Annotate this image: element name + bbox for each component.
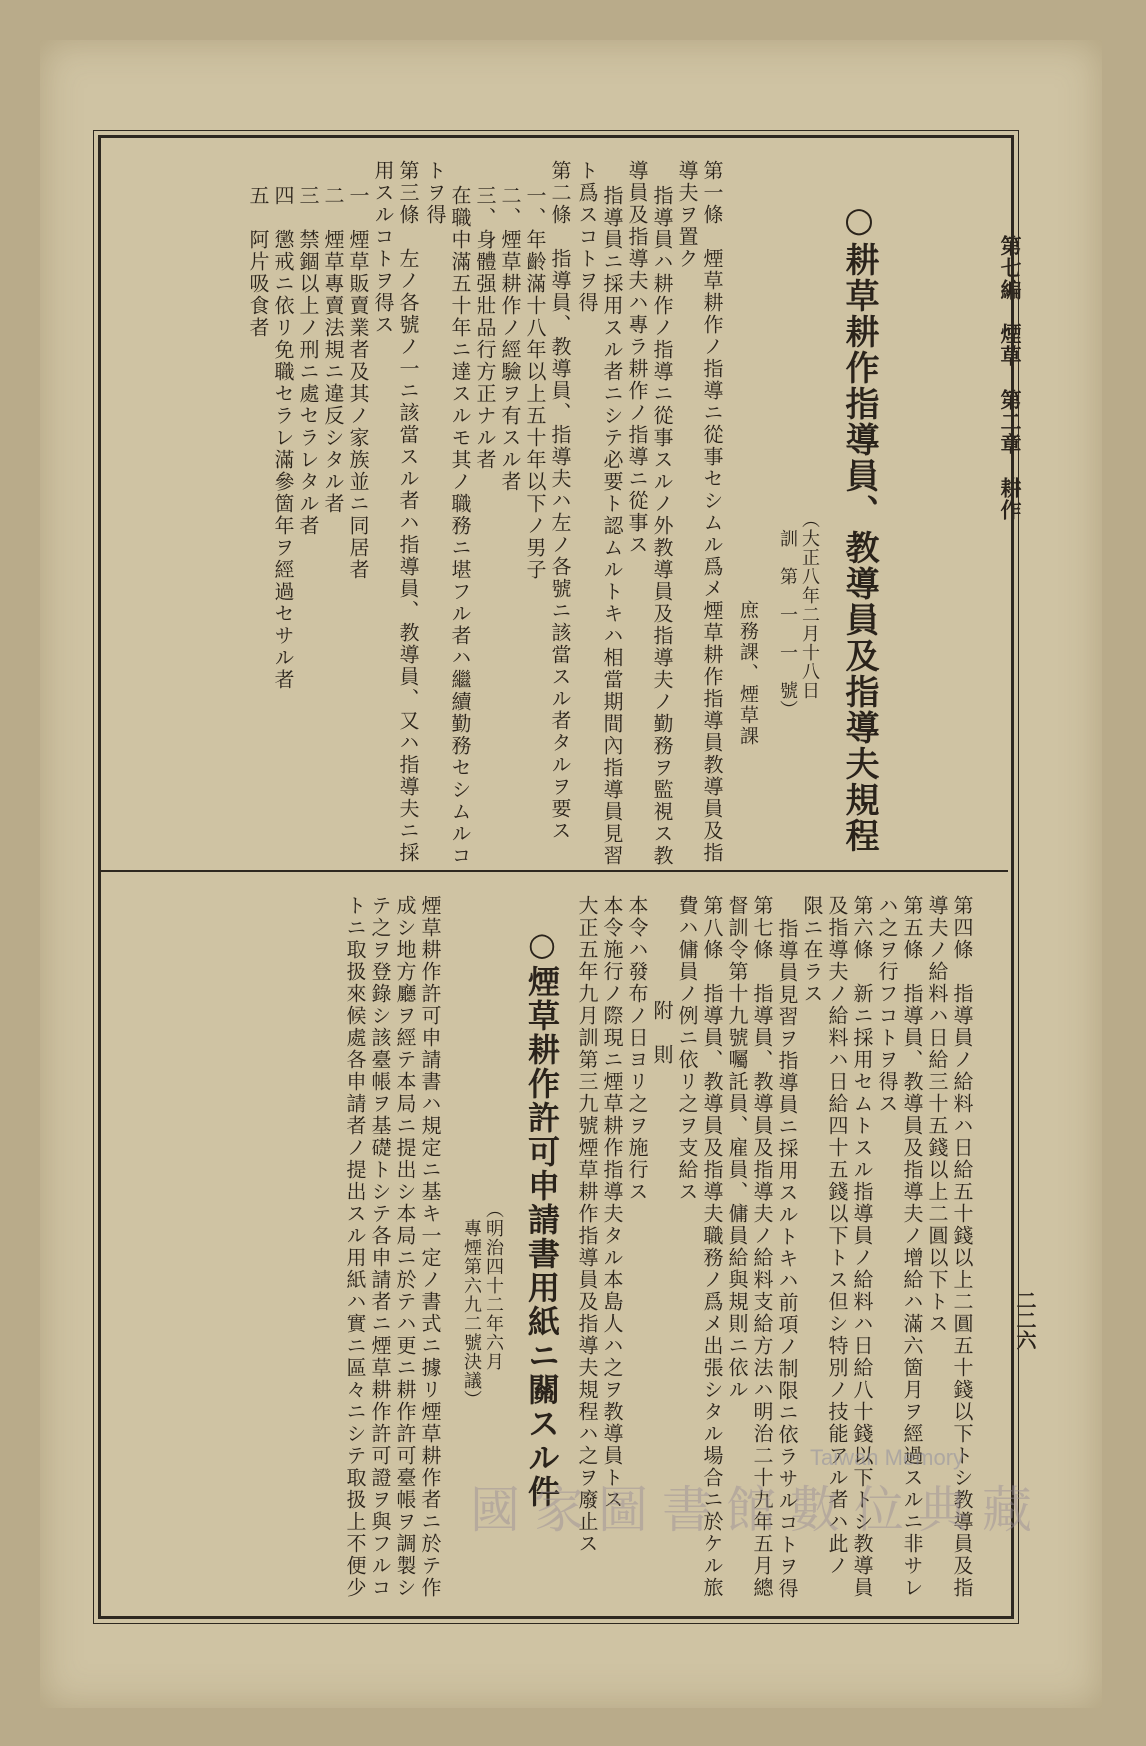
- article-text: 導員及指導夫ハ專ラ耕作ノ指導ニ從事ス: [625, 160, 649, 556]
- notice-text: テ之ヲ登錄シ該臺帳ヲ基礎トシテ各申請者ニ煙草耕作許可證ヲ與フルコ: [368, 895, 392, 1599]
- citation-line-2: 專煙第六九二號決議）: [461, 1200, 482, 1409]
- citation-line-1: （大正八年二月十八日: [799, 510, 820, 700]
- article-text: 第二條 指導員、教導員、指導夫ハ左ノ各號ニ該當スル者タルヲ要ス: [548, 160, 572, 842]
- article-text: 三、身體强壯品行方正ナル者: [473, 185, 497, 471]
- article-text: ハ之ヲ行フコトヲ得ス: [875, 895, 899, 1115]
- article-text: 用スルコトヲ得ス: [371, 160, 395, 336]
- article-text: 第五條 指導員、教導員及指導夫ノ增給ハ滿六箇月ヲ經過スルニ非サレ: [900, 895, 924, 1599]
- article-text: 五 阿片吸食者: [246, 185, 270, 339]
- article-text: 一、年齡滿十八年以上五十年以下ノ男子: [523, 185, 547, 581]
- citation-line-1: （明治四十二年六月: [483, 1200, 504, 1371]
- article-text: 大正五年九月訓第三九號煙草耕作指導員及指導夫規程ハ之ヲ廢止ス: [575, 895, 599, 1555]
- article-text: 限ニ在ラス: [800, 895, 824, 1005]
- issuing-department: 庶務課、煙草課: [737, 600, 759, 747]
- article-text: 指導員見習ヲ指導員ニ採用スルトキハ前項ノ制限ニ依ラサルコトヲ得: [775, 918, 799, 1600]
- notice-text: 煙草耕作許可申請書ハ規定ニ基キ一定ノ書式ニ據リ煙草耕作者ニ於テ作: [418, 895, 442, 1599]
- article-text: 導夫ノ給料ハ日給三十五錢以上二圓以下トス: [925, 895, 949, 1335]
- article-text: 指導員ニ採用スル者ニシテ必要ト認ムルトキハ相當期間內指導員見習: [600, 185, 624, 867]
- article-text: 第四條 指導員ノ給料ハ日給五十錢以上二圓五十錢以下トシ教導員及指: [950, 895, 974, 1599]
- article-text: 導夫ヲ置ク: [675, 160, 699, 270]
- article-text: 督訓令第十九號囑託員、雇員、傭員給與規則ニ依ル: [725, 895, 749, 1401]
- supplementary-heading: 附 則: [650, 1000, 674, 1066]
- citation-line-2: 訓 第 一 一 號）: [777, 510, 798, 719]
- notice-text: トニ取扱來候處各申請者ノ提出スル用紙ハ實ニ區々ニシテ取扱上不便少: [343, 895, 367, 1599]
- article-text: 二、煙草耕作ノ經驗ヲ有スル者: [498, 185, 522, 493]
- article-text: 第一條 煙草耕作ノ指導ニ從事セシムル爲メ煙草耕作指導員教導員及指: [700, 160, 724, 864]
- notice-text: 成シ地方廳ヲ經テ本局ニ提出シ本局ニ於テハ更ニ耕作許可臺帳ヲ調製シ: [393, 895, 417, 1599]
- running-head: 第七編 煙草 第二章 耕作: [998, 235, 1023, 521]
- article-text: 四 懲戒ニ依リ免職セラレ滿參箇年ヲ經過セサル者: [271, 185, 295, 691]
- article-text: 本令ハ發布ノ日ヨリ之ヲ施行ス: [625, 895, 649, 1203]
- article-text: 及指導夫ノ給料ハ日給四十五錢以下トス但シ特別ノ技能アル者ハ此ノ: [825, 895, 849, 1577]
- article-text: 費ハ傭員ノ例ニ依リ之ヲ支給ス: [675, 895, 699, 1203]
- article-text: 第三條 左ノ各號ノ一ニ該當スル者ハ指導員、教導員、又ハ指導夫ニ採: [396, 160, 420, 864]
- article-text: 在職中滿五十年ニ達スルモ其ノ職務ニ堪フル者ハ繼續勤務セシムルコ: [448, 185, 472, 867]
- article-text: 第七條 指導員、教導員及指導夫ノ給料支給方法ハ明治二十九年五月總: [750, 895, 774, 1599]
- article-text: 二 煙草專賣法規ニ違反シタル者: [321, 185, 345, 515]
- article-text: 指導員ハ耕作ノ指導ニ從事スルノ外教導員及指導夫ノ勤務ヲ監視ス教: [650, 185, 674, 867]
- regulation-title: ○耕草耕作指導員、教導員及指導夫規程: [839, 200, 879, 854]
- section-divider: [100, 870, 1008, 872]
- article-text: 一 煙草販賣業者及其ノ家族並ニ同居者: [346, 185, 370, 581]
- article-text: 第八條 指導員、教導員及指導夫職務ノ爲メ出張シタル場合ニ於ケル旅: [700, 895, 724, 1599]
- library-watermark-english: Taiwan Memory: [810, 1445, 965, 1470]
- page-number: 二二六: [1013, 1290, 1037, 1350]
- article-text: ト爲スコトヲ得: [575, 160, 599, 314]
- article-text: トヲ得: [423, 160, 447, 226]
- library-watermark: 國家圖書館數位典藏: [470, 1481, 1046, 1539]
- article-text: 三 禁錮以上ノ刑ニ處セラレタル者: [296, 185, 320, 537]
- notice-title: ○煙草耕作許可申請書用紙ニ關スル件: [523, 925, 561, 1509]
- article-text: 第六條 新ニ採用セムトスル指導員ノ給料ハ日給八十錢以下トシ教導員: [850, 895, 874, 1599]
- article-text: 本令施行ノ際現ニ煙草耕作指導夫タル本島人ハ之ヲ教導員トス: [600, 895, 624, 1511]
